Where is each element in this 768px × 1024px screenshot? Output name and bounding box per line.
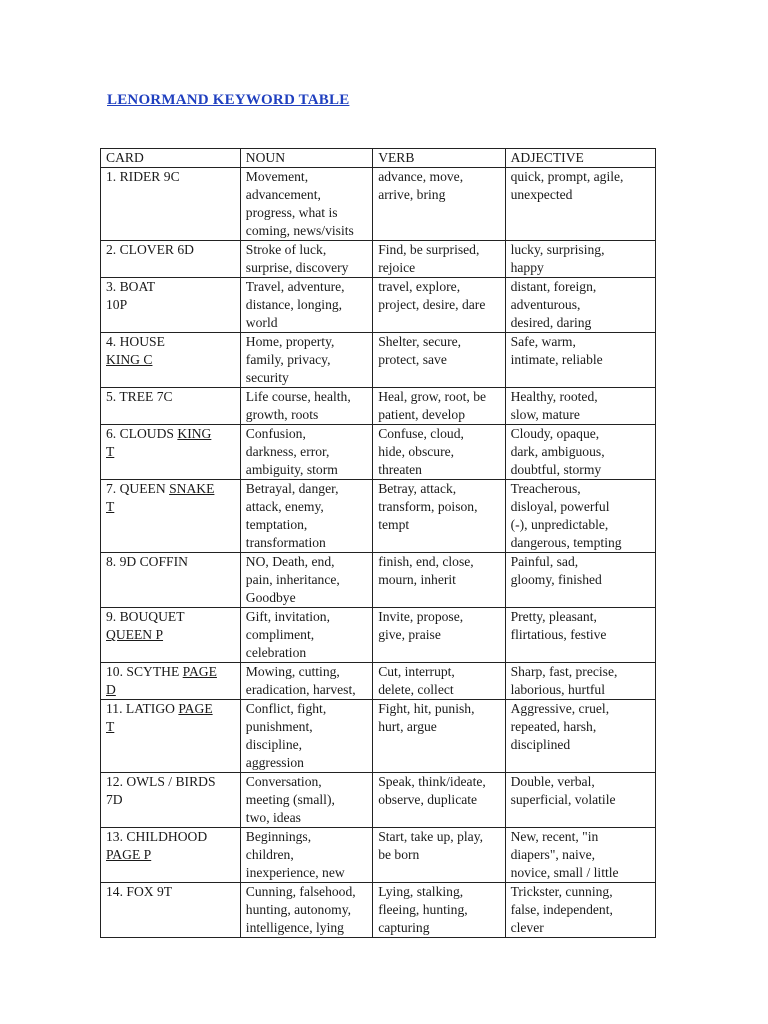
card-cell [101,241,241,278]
card-name: 6. CLOUDS [106,426,178,441]
table-row [101,663,656,700]
verb-keywords: Lying, stalking, fleeing, hunting, capturing [378,884,468,935]
card-name: 1. RIDER 9C [106,169,180,184]
verb-cell [373,700,505,773]
noun-keywords: Beginnings, children, inexperience, new [245,829,345,880]
verb-cell [373,241,505,278]
card-court: KING T [106,426,212,459]
card-court: PAGE D [106,664,217,697]
table-row [101,388,656,425]
noun-keywords: Mowing, cutting, eradication, harvest, [245,664,356,697]
noun-cell [240,663,372,700]
table-row [101,480,656,553]
noun-cell [240,773,372,828]
card-name: 3. BOAT 10P [106,279,156,312]
verb-cell [373,883,505,938]
header-adjective: ADJECTIVE [505,149,655,168]
verb-cell [373,388,505,425]
verb-keywords: Heal, grow, root, be patient, develop [378,389,487,422]
adjective-keywords: distant, foreign, adventurous, desired, daring [510,279,597,330]
verb-keywords: Speak, think/ideate, observe, duplicate [378,774,486,807]
noun-cell [240,388,372,425]
adjective-cell [505,278,655,333]
noun-keywords: Conversation, meeting (small), two, ideas [245,774,335,825]
table-row [101,333,656,388]
verb-cell [373,278,505,333]
card-name: 8. 9D COFFIN [106,554,188,569]
keyword-table [100,148,656,938]
noun-cell [240,700,372,773]
verb-keywords: Invite, propose, give, praise [378,609,464,642]
card-court: KING C [106,352,153,367]
adjective-cell [505,480,655,553]
noun-cell [240,333,372,388]
table-row [101,241,656,278]
noun-keywords: Gift, invitation, compliment, celebration [245,609,330,660]
header-noun: NOUN [240,149,372,168]
table-row [101,168,656,241]
table-row [101,700,656,773]
noun-cell [240,425,372,480]
card-name: 12. OWLS / BIRDS 7D [106,774,216,807]
verb-keywords: Confuse, cloud, hide, obscure, threaten [378,426,464,477]
noun-keywords: Confusion, darkness, error, ambiguity, storm [245,426,338,477]
adjective-cell [505,883,655,938]
verb-cell [373,608,505,663]
card-court: PAGE P [106,847,152,862]
card-name: 13. CHILDHOOD [106,829,208,844]
card-cell [101,883,241,938]
card-cell [101,553,241,608]
noun-keywords: Life course, health, growth, roots [245,389,351,422]
noun-cell [240,828,372,883]
adjective-cell [505,608,655,663]
verb-cell [373,168,505,241]
adjective-keywords: Healthy, rooted, slow, mature [510,389,598,422]
adjective-cell [505,241,655,278]
card-cell [101,663,241,700]
card-name: 14. FOX 9T [106,884,173,899]
noun-keywords: Travel, adventure, distance, longing, world [245,279,345,330]
verb-keywords: Cut, interrupt, delete, collect [378,664,455,697]
verb-cell [373,425,505,480]
document-title: LENORMAND KEYWORD TABLE [107,92,350,108]
verb-keywords: advance, move, arrive, bring [378,169,464,202]
card-cell [101,773,241,828]
adjective-keywords: Cloudy, opaque, dark, ambiguous, doubtful, stormy [510,426,605,477]
card-name: 4. HOUSE [106,334,165,349]
card-name: 5. TREE 7C [106,389,173,404]
card-name: 9. BOUQUET [106,609,185,624]
noun-keywords: Movement, advancement, progress, what is coming, news/visits [245,169,354,238]
card-name: 11. LATIGO [106,701,179,716]
card-cell [101,425,241,480]
card-cell [101,168,241,241]
adjective-cell [505,553,655,608]
card-cell [101,278,241,333]
adjective-keywords: lucky, surprising, happy [510,242,605,275]
adjective-keywords: Sharp, fast, precise, laborious, hurtful [510,664,618,697]
table-row [101,608,656,663]
card-name: 2. CLOVER 6D [106,242,194,257]
noun-keywords: Home, property, family, privacy, security [245,334,335,385]
noun-cell [240,883,372,938]
noun-keywords: NO, Death, end, pain, inheritance, Goodbye [245,554,340,605]
verb-cell [373,480,505,553]
adjective-keywords: Treacherous, disloyal, powerful (-), unpredictable, dangerous, tempting [510,481,622,550]
card-cell [101,480,241,553]
verb-keywords: Betray, attack, transform, poison, tempt [378,481,478,532]
verb-keywords: finish, end, close, mourn, inherit [378,554,474,587]
verb-keywords: travel, explore, project, desire, dare [378,279,486,312]
card-court: PAGE T [106,701,213,734]
adjective-cell [505,663,655,700]
header-verb: VERB [373,149,505,168]
adjective-cell [505,773,655,828]
adjective-keywords: Trickster, cunning, false, independent, clever [510,884,613,935]
noun-cell [240,168,372,241]
adjective-keywords: quick, prompt, agile, unexpected [510,169,624,202]
noun-keywords: Betrayal, danger, attack, enemy, temptation, transformation [245,481,339,550]
verb-cell [373,333,505,388]
verb-cell [373,773,505,828]
table-header-row [101,149,656,168]
table-row [101,553,656,608]
verb-cell [373,553,505,608]
card-cell [101,608,241,663]
adjective-cell [505,828,655,883]
verb-cell [373,663,505,700]
adjective-keywords: Pretty, pleasant, flirtatious, festive [510,609,607,642]
card-court: QUEEN P [106,627,164,642]
adjective-cell [505,425,655,480]
verb-keywords: Find, be surprised, rejoice [378,242,480,275]
card-cell [101,388,241,425]
card-cell [101,828,241,883]
table-row [101,773,656,828]
adjective-cell [505,333,655,388]
adjective-keywords: Double, verbal, superficial, volatile [510,774,616,807]
noun-cell [240,278,372,333]
adjective-keywords: New, recent, "in diapers", naive, novice, small / little [510,829,619,880]
card-name: 10. SCYTHE [106,664,183,679]
noun-cell [240,480,372,553]
table-row [101,828,656,883]
adjective-cell [505,168,655,241]
adjective-cell [505,388,655,425]
verb-keywords: Fight, hit, punish, hurt, argue [378,701,475,734]
table-row [101,883,656,938]
table-row [101,278,656,333]
noun-cell [240,608,372,663]
adjective-keywords: Painful, sad, gloomy, finished [510,554,602,587]
verb-keywords: Start, take up, play, be born [378,829,484,862]
table-row [101,425,656,480]
noun-keywords: Conflict, fight, punishment, discipline, aggression [245,701,327,770]
verb-cell [373,828,505,883]
noun-cell [240,553,372,608]
card-cell [101,333,241,388]
adjective-cell [505,700,655,773]
card-court: SNAKE T [106,481,215,514]
card-name: 7. QUEEN [106,481,170,496]
adjective-keywords: Aggressive, cruel, repeated, harsh, disciplined [510,701,610,752]
noun-cell [240,241,372,278]
verb-keywords: Shelter, secure, protect, save [378,334,462,367]
noun-keywords: Stroke of luck, surprise, discovery [245,242,349,275]
card-cell [101,700,241,773]
adjective-keywords: Safe, warm, intimate, reliable [510,334,603,367]
noun-keywords: Cunning, falsehood, hunting, autonomy, intelligence, lying [245,884,356,935]
header-card: CARD [101,149,241,168]
